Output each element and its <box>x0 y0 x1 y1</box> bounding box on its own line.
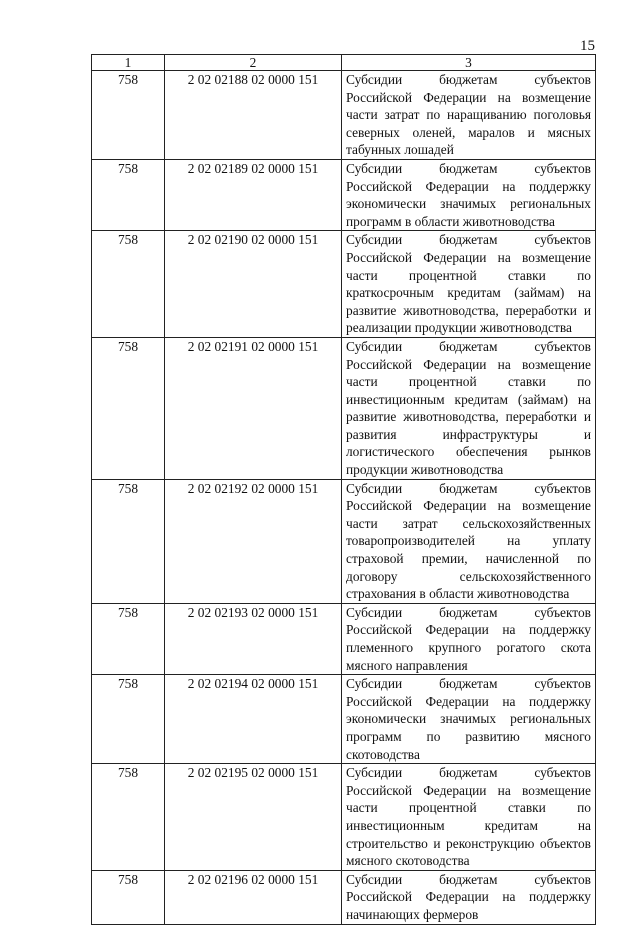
income-name-cell: Субсидии бюджетам субъектов Российской Федерации на поддержку экономически значимых региональных программ по развитию мясного скотоводства <box>342 675 596 764</box>
income-name-cell: Субсидии бюджетам субъектов Российской Федерации на возмещение части процентной ставки по инвестиционным кредитам на строительство и реконструкцию объектов мясного скотоводства <box>342 764 596 871</box>
classification-code-cell: 2 02 02196 02 0000 151 <box>165 870 342 924</box>
classification-code-cell: 2 02 02188 02 0000 151 <box>165 71 342 160</box>
income-name-cell: Субсидии бюджетам субъектов Российской Федерации на поддержку экономически значимых региональных программ в области животноводства <box>342 159 596 230</box>
admin-code-cell: 758 <box>92 231 165 338</box>
classification-code-cell: 2 02 02194 02 0000 151 <box>165 675 342 764</box>
column-header-1: 1 <box>92 55 165 71</box>
column-header-3: 3 <box>342 55 596 71</box>
table-row <box>92 603 596 674</box>
admin-code-cell: 758 <box>92 71 165 160</box>
income-name-cell: Субсидии бюджетам субъектов Российской Федерации на возмещение части процентной ставки по инвестиционным кредитам (займам) на развитие животноводства, переработки и развития инфраструктуры и логистического обеспечения рынков продукции животноводства <box>342 337 596 479</box>
classification-code-cell: 2 02 02191 02 0000 151 <box>165 337 342 479</box>
budget-classification-table <box>91 54 596 925</box>
admin-code-cell: 758 <box>92 603 165 674</box>
column-header-2: 2 <box>165 55 342 71</box>
classification-code-cell: 2 02 02189 02 0000 151 <box>165 159 342 230</box>
admin-code-cell: 758 <box>92 159 165 230</box>
admin-code-cell: 758 <box>92 675 165 764</box>
table-row <box>92 479 596 603</box>
table-row <box>92 159 596 230</box>
admin-code-cell: 758 <box>92 479 165 603</box>
table-row <box>92 675 596 764</box>
table-row <box>92 337 596 479</box>
table-row <box>92 870 596 924</box>
income-name-cell: Субсидии бюджетам субъектов Российской Федерации на поддержку племенного крупного рогатого скота мясного направления <box>342 603 596 674</box>
income-name-cell: Субсидии бюджетам субъектов Российской Федерации на возмещение части затрат сельскохозяйственных товаропроизводителей на уплату страховой премии, начисленной по договору сельскохозяйственного страхования в области животноводства <box>342 479 596 603</box>
income-name-cell: Субсидии бюджетам субъектов Российской Федерации на поддержку начинающих фермеров <box>342 870 596 924</box>
table-header-row <box>92 55 596 71</box>
income-name-cell: Субсидии бюджетам субъектов Российской Федерации на возмещение части затрат по наращиванию поголовья северных оленей, маралов и мясных табунных лошадей <box>342 71 596 160</box>
admin-code-cell: 758 <box>92 764 165 871</box>
classification-code-cell: 2 02 02190 02 0000 151 <box>165 231 342 338</box>
table-row <box>92 71 596 160</box>
classification-code-cell: 2 02 02193 02 0000 151 <box>165 603 342 674</box>
classification-code-cell: 2 02 02195 02 0000 151 <box>165 764 342 871</box>
classification-code-cell: 2 02 02192 02 0000 151 <box>165 479 342 603</box>
page-number: 15 <box>580 38 595 54</box>
table-row <box>92 231 596 338</box>
admin-code-cell: 758 <box>92 337 165 479</box>
income-name-cell: Субсидии бюджетам субъектов Российской Федерации на возмещение части процентной ставки по краткосрочным кредитам (займам) на развитие животноводства, переработки и реализации продукции животноводства <box>342 231 596 338</box>
admin-code-cell: 758 <box>92 870 165 924</box>
table-row <box>92 764 596 871</box>
